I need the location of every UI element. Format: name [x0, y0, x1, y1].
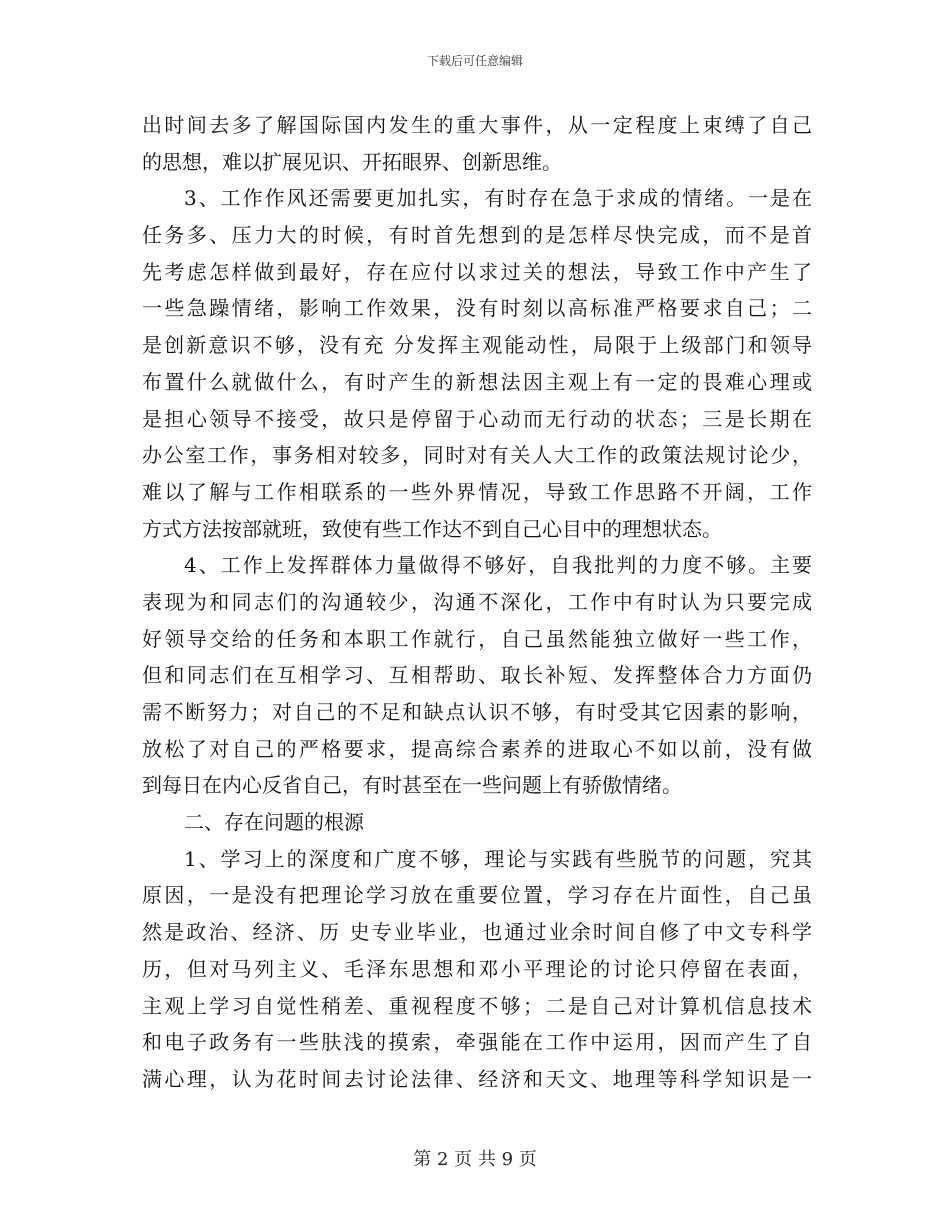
text-line: 难以了解与工作相联系的一些外界情况，导致工作思路不开阔，工作 — [142, 479, 812, 504]
page-header: 下载后可任意编辑 — [426, 54, 523, 68]
text-line: 出时间去多了解国际国内发生的重大事件，从一定程度上束缚了自己 — [142, 113, 812, 137]
text-line: 3、工作作风还需要更加扎实，有时存在急于求成的情绪。一是在 — [184, 186, 812, 211]
text-line: 但和同志们在互相学习、互相帮助、取长补短、发挥整体合力方面仍 — [142, 663, 812, 688]
text-line: 任务多、压力大的时候，有时首先想到的是怎样尽快完成，而不是首 — [142, 223, 812, 248]
text-line: 是创新意识不够，没有充 分发挥主观能动性，局限于上级部门和领导 — [142, 333, 812, 358]
text-line: 的思想，难以扩展见识、开拓眼界、创新思维。 — [142, 149, 562, 174]
text-line: 主观上学习自觉性稍差、重视程度不够；二是自己对计算机信息技术 — [142, 993, 812, 1018]
text-line: 放松了对自己的严格要求，提高综合素养的进取心不如以前，没有做 — [142, 736, 812, 761]
page-footer: 第 2 页 共 9 页 — [413, 1149, 537, 1170]
text-line: 一些急躁情绪，影响工作效果，没有时刻以高标准严格要求自己；二 — [142, 296, 812, 321]
text-line: 布置什么就做什么，有时产生的新想法因主观上有一定的畏难心理或 — [142, 369, 812, 394]
text-line: 需不断努力；对自己的不足和缺点认识不够，有时受其它因素的影响， — [142, 700, 812, 724]
text-line: 1、学习上的深度和广度不够，理论与实践有些脱节的问题，究其 — [184, 846, 812, 871]
text-line: 表现为和同志们的沟通较少，沟通不深化，工作中有时认为只要完成 — [142, 589, 812, 614]
text-line: 先考虑怎样做到最好，存在应付以求过关的想法，导致工作中产生了 — [142, 259, 812, 284]
text-line: 方式方法按部就班，致使有些工作达不到自己心目中的理想状态。 — [142, 516, 722, 541]
text-line: 好领导交给的任务和本职工作就行，自己虽然能独立做好一些工作， — [142, 626, 812, 651]
text-line: 然是政治、经济、历 史专业毕业，也通过业余时间自修了中文专科学 — [142, 920, 812, 945]
text-line: 4、工作上发挥群体力量做得不够好，自我批判的力度不够。主要 — [184, 553, 812, 578]
document-body — [142, 107, 812, 1098]
text-line: 原因，一是没有把理论学习放在重要位置，学习存在片面性，自己虽 — [142, 883, 812, 908]
text-line: 办公室工作，事务相对较多，同时对有关人大工作的政策法规讨论少， — [142, 443, 812, 468]
text-line: 满心理，认为花时间去讨论法律、经济和天文、地理等科学知识是一 — [142, 1066, 812, 1091]
text-line: 历，但对马列主义、毛泽东思想和邓小平理论的讨论只停留在表面， — [142, 956, 812, 981]
section-heading: 二、存在问题的根源 — [184, 810, 364, 835]
text-line: 是担心领导不接受，故只是停留于心动而无行动的状态；三是长期在 — [142, 406, 812, 431]
text-line: 和电子政务有一些肤浅的摸索，牵强能在工作中运用，因而产生了自 — [142, 1030, 812, 1055]
text-line: 到每日在内心反省自己，有时甚至在一些问题上有骄傲情绪。 — [142, 773, 682, 798]
